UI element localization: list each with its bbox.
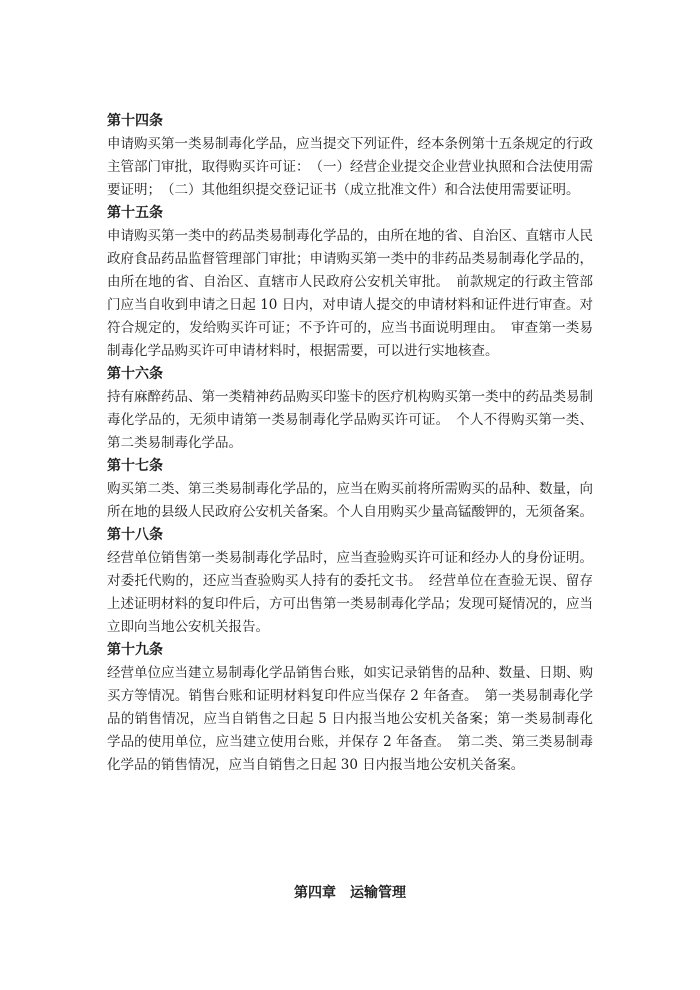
article-16 bbox=[107, 363, 593, 455]
article-body: 经营单位应当建立易制毒化学品销售台账，如实记录销售的品种、数量、日期、购买方等情况。销售台账和证明材料复印件应当保存 2 年备查。 第一类易制毒化学品的销售情况，应当自销售之日起 5 日内报当地公安机关备案；第一类易制毒化学品的使用单位，应当建立使用台账，并保存 2 年备查。 第二类、第三类易制毒化学品的销售情况，应当自销售之日起 30 日内报当地公安机关备案。 bbox=[107, 665, 593, 773]
chapter-title: 第四章 运输管理 bbox=[294, 885, 406, 901]
article-18 bbox=[107, 524, 593, 639]
article-title: 第十六条 bbox=[107, 366, 163, 382]
article-19 bbox=[107, 639, 593, 777]
article-17 bbox=[107, 455, 593, 524]
article-title: 第十七条 bbox=[107, 458, 163, 474]
article-15 bbox=[107, 202, 593, 363]
article-list bbox=[107, 110, 593, 777]
article-title: 第十九条 bbox=[107, 642, 163, 658]
article-body: 购买第二类、第三类易制毒化学品的，应当在购买前将所需购买的品种、数量，向所在地的县级人民政府公安机关备案。个人自用购买少量高锰酸钾的，无须备案。 bbox=[107, 481, 593, 520]
article-title: 第十四条 bbox=[107, 113, 163, 129]
article-body: 申请购买第一类中的药品类易制毒化学品的，由所在地的省、自治区、直辖市人民政府食品药品监督管理部门审批；申请购买第一类中的非药品类易制毒化学品的，由所在地的省、自治区、直辖市人民政府公安机关审批。 前款规定的行政主管部门应当自收到申请之日起 10 日内，对申请人提交的申请材料和证件进行审查。对符合规定的，发给购买许可证；不予许可的，应当书面说明理由。 审查第一类易制毒化学品购买许可申请材料时，根据需要，可以进行实地核查。 bbox=[107, 228, 593, 359]
article-title: 第十八条 bbox=[107, 527, 163, 543]
article-14 bbox=[107, 110, 593, 202]
article-body: 经营单位销售第一类易制毒化学品时，应当查验购买许可证和经办人的身份证明。对委托代购的，还应当查验购买人持有的委托文书。 经营单位在查验无误、留存上述证明材料的复印件后，方可出售第一类易制毒化学品；发现可疑情况的，应当立即向当地公安机关报告。 bbox=[107, 550, 593, 635]
article-body: 申请购买第一类易制毒化学品，应当提交下列证件，经本条例第十五条规定的行政主管部门审批，取得购买许可证： （一）经营企业提交企业营业执照和合法使用需要证明； （二）其他组织提交登记证书（成立批准文件）和合法使用需要证明。 bbox=[107, 136, 593, 198]
article-body: 持有麻醉药品、第一类精神药品购买印鉴卡的医疗机构购买第一类中的药品类易制毒化学品的，无须申请第一类易制毒化学品购买许可证。 个人不得购买第一类、第二类易制毒化学品。 bbox=[107, 389, 593, 451]
article-title: 第十五条 bbox=[107, 205, 163, 221]
